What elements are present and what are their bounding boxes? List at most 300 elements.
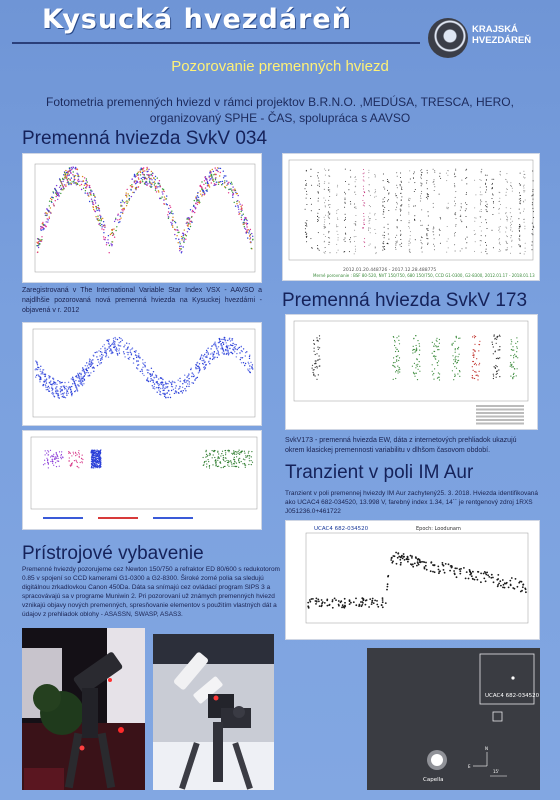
data-point (485, 242, 486, 243)
data-point (487, 574, 489, 576)
data-point (481, 201, 482, 202)
data-point (153, 380, 154, 381)
data-point (454, 244, 455, 245)
data-point (92, 455, 93, 456)
data-point (510, 237, 511, 238)
data-point (417, 379, 418, 380)
data-point (86, 184, 87, 185)
data-point (414, 563, 416, 565)
data-point (439, 377, 440, 378)
data-point (406, 558, 408, 560)
data-point (203, 465, 204, 466)
data-point (139, 357, 140, 358)
data-point (401, 187, 402, 188)
data-point (85, 190, 86, 191)
data-point (114, 341, 115, 342)
data-point (523, 171, 524, 172)
data-point (94, 463, 95, 464)
data-point (446, 207, 447, 208)
data-point (414, 219, 415, 220)
data-point (78, 380, 79, 381)
data-point (98, 463, 99, 464)
data-point (189, 383, 190, 384)
data-point (400, 173, 401, 174)
data-point (425, 565, 427, 567)
data-point (44, 381, 45, 382)
data-point (497, 578, 499, 580)
data-point (219, 175, 220, 176)
data-point (193, 374, 194, 375)
data-point (384, 227, 385, 228)
data-point (188, 223, 189, 224)
data-point (368, 229, 369, 230)
data-point (506, 242, 507, 243)
data-point (532, 171, 533, 172)
data-point (229, 348, 230, 349)
data-point (236, 203, 237, 204)
data-point (197, 362, 198, 363)
data-point (66, 386, 67, 387)
data-point (398, 369, 399, 370)
data-point (517, 586, 519, 588)
data-point (328, 187, 329, 188)
data-point (64, 172, 65, 173)
data-point (499, 198, 500, 199)
data-point (409, 206, 410, 207)
data-point (510, 182, 511, 183)
data-point (74, 176, 75, 177)
data-point (153, 382, 154, 383)
data-point (305, 209, 306, 210)
data-point (68, 453, 69, 454)
data-point (194, 207, 195, 208)
data-point (72, 462, 73, 463)
data-point (493, 378, 494, 379)
data-point (345, 198, 346, 199)
data-point (532, 208, 533, 209)
data-point (507, 189, 508, 190)
data-point (305, 228, 306, 229)
data-point (146, 167, 147, 168)
data-point (81, 384, 82, 385)
data-point (332, 607, 334, 609)
data-point (311, 185, 312, 186)
data-point (63, 186, 64, 187)
data-point (205, 457, 206, 458)
data-point (472, 571, 474, 573)
data-point (329, 242, 330, 243)
data-point (250, 242, 251, 243)
data-point (454, 201, 455, 202)
data-point (364, 203, 365, 204)
data-point (111, 241, 112, 242)
data-point (383, 235, 384, 236)
data-point (74, 177, 75, 178)
data-point (355, 236, 356, 237)
data-point (407, 561, 409, 563)
data-point (507, 219, 508, 220)
data-point (241, 217, 242, 218)
data-point (384, 235, 385, 236)
data-point (521, 590, 523, 592)
data-point (420, 183, 421, 184)
data-point (167, 392, 168, 393)
star-field-photo (367, 648, 540, 790)
data-point (236, 356, 237, 357)
data-point (75, 380, 76, 381)
data-point (506, 212, 507, 213)
data-point (68, 178, 69, 179)
data-point (510, 364, 511, 365)
data-point (419, 343, 420, 344)
data-point (61, 458, 62, 459)
data-point (316, 337, 317, 338)
data-point (524, 254, 525, 255)
data-point (199, 359, 200, 360)
data-point (71, 181, 72, 182)
data-point (514, 368, 515, 369)
data-point (363, 195, 364, 196)
data-point (376, 600, 378, 602)
data-point (172, 217, 173, 218)
data-point (475, 194, 476, 195)
data-point (209, 453, 210, 454)
data-point (525, 243, 526, 244)
data-point (507, 243, 508, 244)
data-point (234, 459, 235, 460)
data-point (82, 459, 83, 460)
data-point (63, 174, 64, 175)
data-point (77, 373, 78, 374)
data-point (213, 171, 214, 172)
data-point (178, 380, 179, 381)
data-point (233, 193, 234, 194)
data-point (455, 170, 456, 171)
data-point (467, 237, 468, 238)
data-point (499, 580, 501, 582)
data-point (355, 215, 356, 216)
data-point (48, 219, 49, 220)
data-point (390, 559, 392, 561)
data-point (189, 219, 190, 220)
data-point (336, 195, 337, 196)
data-point (86, 180, 87, 181)
data-point (315, 367, 316, 368)
data-point (79, 181, 80, 182)
data-point (118, 350, 119, 351)
data-point (220, 348, 221, 349)
data-point (217, 170, 218, 171)
data-point (395, 347, 396, 348)
data-point (409, 251, 410, 252)
data-point (398, 351, 399, 352)
data-point (56, 389, 57, 390)
data-point (512, 240, 513, 241)
data-point (172, 381, 173, 382)
data-point (396, 356, 397, 357)
data-point (175, 222, 176, 223)
data-point (201, 187, 202, 188)
data-point (199, 371, 200, 372)
data-point (355, 598, 357, 600)
data-point (197, 366, 198, 367)
data-point (169, 394, 170, 395)
data-point (222, 342, 223, 343)
data-point (420, 220, 421, 221)
data-point (394, 345, 395, 346)
data-point (142, 181, 143, 182)
data-point (451, 344, 452, 345)
data-point (319, 335, 320, 336)
data-point (486, 209, 487, 210)
data-point (421, 178, 422, 179)
svkv173-caption: SvkV173 - premenná hviezda EW, dáta z internetových prehliadok ukazujú okrem klasickej premennosti variabilitu v dlhšom časovom období. (285, 437, 517, 454)
data-point (186, 377, 187, 378)
data-point (306, 223, 307, 224)
data-point (532, 191, 533, 192)
data-point (368, 177, 369, 178)
data-point (54, 205, 55, 206)
data-point (497, 336, 498, 337)
data-point (487, 204, 488, 205)
data-point (186, 235, 187, 236)
data-point (207, 183, 208, 184)
data-point (227, 349, 228, 350)
data-point (519, 231, 520, 232)
data-point (400, 184, 401, 185)
data-point (184, 239, 185, 240)
data-point (499, 229, 500, 230)
data-point (510, 253, 511, 254)
data-point (329, 223, 330, 224)
data-point (99, 220, 100, 221)
plot-frame (33, 329, 255, 417)
data-point (458, 360, 459, 361)
data-point (317, 599, 319, 601)
data-point (93, 452, 94, 453)
data-point (329, 189, 330, 190)
data-point (56, 384, 57, 385)
data-point (109, 252, 110, 253)
data-point (506, 216, 507, 217)
data-point (244, 228, 245, 229)
data-point (195, 367, 196, 368)
data-point (511, 246, 512, 247)
data-point (224, 182, 225, 183)
data-point (210, 353, 211, 354)
data-point (111, 244, 112, 245)
data-point (213, 181, 214, 182)
data-point (418, 564, 420, 566)
data-point (243, 362, 244, 363)
data-point (454, 567, 456, 569)
data-point (120, 217, 121, 218)
data-point (434, 246, 435, 247)
data-point (397, 227, 398, 228)
data-point (511, 241, 512, 242)
data-point (415, 373, 416, 374)
data-point (109, 245, 110, 246)
data-point (74, 391, 75, 392)
data-point (321, 599, 323, 601)
data-point (430, 562, 432, 564)
data-point (495, 367, 496, 368)
data-point (214, 351, 215, 352)
data-point (341, 607, 343, 609)
data-point (49, 205, 50, 206)
data-point (108, 341, 109, 342)
data-point (389, 193, 390, 194)
data-point (383, 241, 384, 242)
data-point (328, 211, 329, 212)
data-point (454, 376, 455, 377)
data-point (231, 464, 232, 465)
data-point (316, 379, 317, 380)
data-point (428, 243, 429, 244)
data-point (498, 230, 499, 231)
data-point (474, 217, 475, 218)
data-point (184, 238, 185, 239)
data-point (477, 579, 479, 581)
data-point (217, 458, 218, 459)
data-point (48, 462, 49, 463)
data-point (481, 252, 482, 253)
data-point (97, 466, 98, 467)
data-point (319, 183, 320, 184)
data-point (192, 372, 193, 373)
data-point (48, 375, 49, 376)
data-point (82, 462, 83, 463)
data-point (463, 567, 465, 569)
data-point (419, 350, 420, 351)
data-point (81, 189, 82, 190)
data-point (208, 361, 209, 362)
data-point (245, 457, 246, 458)
data-point (448, 203, 449, 204)
data-point (108, 339, 109, 340)
data-point (202, 194, 203, 195)
data-point (245, 465, 246, 466)
data-point (524, 228, 525, 229)
data-point (124, 356, 125, 357)
data-point (96, 461, 97, 462)
data-point (480, 581, 482, 583)
data-point (53, 197, 54, 198)
data-point (496, 374, 497, 375)
data-point (37, 252, 38, 253)
data-point (97, 455, 98, 456)
data-point (503, 584, 505, 586)
data-point (465, 202, 466, 203)
data-point (231, 182, 232, 183)
data-point (434, 368, 435, 369)
data-point (520, 253, 521, 254)
data-point (374, 192, 375, 193)
data-point (82, 385, 83, 386)
data-point (117, 353, 118, 354)
data-point (513, 374, 514, 375)
data-point (40, 371, 41, 372)
data-point (52, 394, 53, 395)
data-point (368, 190, 369, 191)
data-point (523, 201, 524, 202)
data-point (416, 350, 417, 351)
data-point (309, 599, 311, 601)
data-point (144, 170, 145, 171)
data-point (401, 204, 402, 205)
data-point (57, 199, 58, 200)
data-point (363, 216, 364, 217)
data-point (317, 221, 318, 222)
data-point (336, 252, 337, 253)
data-point (318, 201, 319, 202)
data-point (432, 364, 433, 365)
data-point (410, 563, 412, 565)
data-point (189, 229, 190, 230)
data-point (485, 574, 487, 576)
data-point (94, 456, 95, 457)
data-point (45, 226, 46, 227)
data-point (393, 362, 394, 363)
data-point (369, 223, 370, 224)
data-point (318, 349, 319, 350)
tranzient-text: Tranzient v poli premennej hviezdy IM Aur zachytený25. 3. 2018. Hviezda identifikovaná ako UCAC4 682-034520, 13.998 V, farebný index 1.34, 14´´ je rentgenový zdroj 1RXS J051236.0+461722 (285, 490, 539, 515)
data-point (168, 218, 169, 219)
data-point (98, 450, 99, 451)
data-point (240, 357, 241, 358)
data-point (69, 461, 70, 462)
data-point (132, 186, 133, 187)
legend-row (476, 412, 524, 414)
data-point (434, 184, 435, 185)
data-point (64, 386, 65, 387)
data-point (45, 385, 46, 386)
data-point (392, 365, 393, 366)
data-point (144, 178, 145, 179)
data-point (138, 174, 139, 175)
tranzient-plot (285, 520, 540, 640)
data-point (104, 348, 105, 349)
data-point (90, 194, 91, 195)
data-point (238, 209, 239, 210)
data-point (135, 350, 136, 351)
data-point (454, 174, 455, 175)
data-point (323, 198, 324, 199)
data-point (157, 392, 158, 393)
data-point (486, 249, 487, 250)
svkv034-survey-plot (22, 430, 262, 530)
data-point (102, 346, 103, 347)
data-point (520, 173, 521, 174)
data-point (396, 235, 397, 236)
data-point (498, 583, 500, 585)
data-point (170, 207, 171, 208)
data-point (61, 387, 62, 388)
data-point (313, 372, 314, 373)
data-point (76, 184, 77, 185)
data-point (251, 460, 252, 461)
data-point (118, 222, 119, 223)
data-point (434, 355, 435, 356)
data-point (142, 359, 143, 360)
data-point (176, 391, 177, 392)
data-point (492, 194, 493, 195)
data-point (448, 208, 449, 209)
data-point (222, 181, 223, 182)
data-point (234, 452, 235, 453)
data-point (442, 562, 444, 564)
data-point (206, 355, 207, 356)
